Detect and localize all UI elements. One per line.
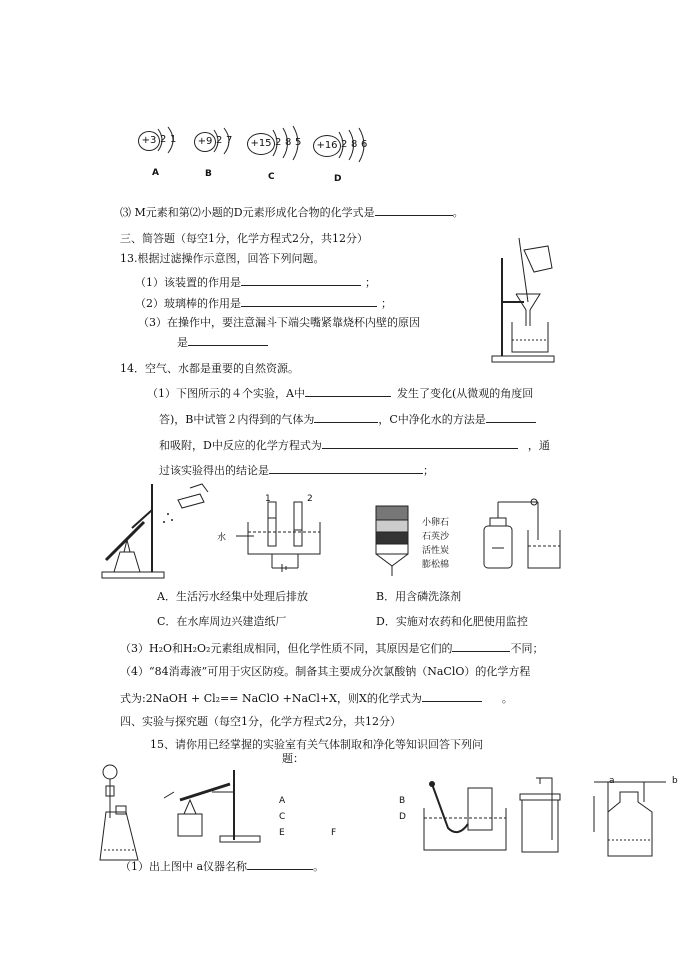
text-segment: （1）下图所示的４个实验，A中 [147,387,305,400]
answer-blank[interactable] [247,858,313,870]
experiment-b-figure [232,492,332,582]
option-c: C．在水库周边兴建造纸厂 [157,615,287,628]
text-segment: （3）H₂O和H₂O₂元素组成相同，但化学性质不同，其原因是它们的 [120,642,453,655]
electron-count: 8 [351,139,358,150]
text-segment: ，通 [527,439,550,452]
filter-layer-label: 膨松棉 [422,560,450,570]
atom-nucleus: +16 [313,135,341,157]
electron-count: 6 [361,139,368,150]
option-d: D．实施对农药和化肥使用监控 [376,615,528,628]
answer-blank[interactable] [305,385,391,397]
water-label: 水 [217,533,227,543]
apparatus-label-b: B [399,796,406,806]
text-segment: （1）出上图中 a仪器名称 [120,860,248,873]
experiment-c-water-purifier-figure [372,500,422,580]
electron-count: 5 [295,137,302,148]
question-14-line3 [159,437,550,453]
electron-shell-arcs [337,129,387,159]
atom-label: A [152,168,159,178]
electron-count: 2 [341,139,348,150]
text-segment: 答)，B中试管２内得到的气体为 [159,413,315,426]
experiment-d-figure [478,490,568,580]
question-3-text: ⑶ M元素和第⑵小题的D元素形成化合物的化学式是 [120,206,375,219]
question-15-stem: 15、请你用已经掌握的实验室有关气体制取和净化等知识回答下列问 [150,738,483,751]
question-3-end: 。 [452,206,464,219]
section-4-title: 四、实验与探究题（每空1分，化学方程式2分，共12分） [120,715,401,728]
text-segment: 发生了变化(从微观的角度回 [396,387,534,400]
apparatus-label-d: D [399,812,406,822]
tube-label-1: 1 [265,494,271,504]
electron-shell-arcs [212,128,252,154]
option-b: B．用含磷洗涤剂 [376,590,462,603]
answer-blank[interactable] [422,690,482,702]
experiment-a-figure [100,480,210,580]
answer-blank[interactable] [269,462,423,474]
part-label: 是 [177,336,188,349]
filtration-apparatus-figure [490,238,570,368]
part-end: ； [365,276,376,289]
question-14-line1 [147,385,533,401]
question-13-stem: 13.根据过滤操作示意图，回答下列问题。 [120,252,325,265]
question-14-line2 [159,411,536,427]
question-13-part1 [135,274,376,290]
text-segment: 过该实验得出的结论是 [159,464,269,477]
section-3-title: 三、简答题（每空1分，化学方程式2分，共12分） [120,232,368,245]
answer-blank[interactable] [452,640,510,652]
answer-blank[interactable] [322,437,518,449]
electron-shell-arcs [156,127,196,153]
question-3-line [120,204,464,220]
apparatus-a-figure [96,758,146,868]
text-segment: 。 [313,860,325,873]
electron-count: 2 [275,137,282,148]
text-segment: 和吸附，D中反应的化学方程式为 [159,439,322,452]
text-segment: 不同； [510,642,544,655]
option-a: A．生活污水经集中处理后排放 [157,590,308,603]
question-15-stem-cont: 题： [282,752,304,765]
part-label: （2）玻璃棒的作用是 [135,297,241,310]
apparatus-water-trough-figure [418,778,518,858]
filter-layer-label: 活性炭 [422,546,450,556]
question-14-part3 [120,640,543,656]
apparatus-b-figure [160,770,270,850]
tube-label-2: 2 [307,494,313,504]
part-end: ； [381,297,392,310]
electron-count: 7 [226,135,233,146]
electron-count: 8 [285,137,292,148]
port-label-b: b [672,776,678,786]
answer-blank[interactable] [241,274,361,286]
apparatus-label-c: C [279,812,286,822]
atom-nucleus: +3 [138,131,160,151]
apparatus-label-f: F [331,828,337,838]
filter-layer-label: 小卵石 [422,518,450,528]
electron-count: 2 [216,135,223,146]
atom-label: B [205,169,212,179]
question-15-part1 [120,858,324,874]
question-14-stem: 14．空气、水都是重要的自然资源。 [120,362,299,375]
port-label-a: a [609,776,615,786]
text-segment: 。 [501,692,513,705]
text-segment: ； [423,464,434,477]
answer-blank[interactable] [241,295,377,307]
electron-count: 1 [170,134,177,145]
part-label: （1）该装置的作用是 [135,276,241,289]
atom-nucleus: +9 [194,132,216,152]
apparatus-wash-bottle-figure [590,772,670,862]
text-segment: 式为:2NaOH + Cl₂== NaClO +NaCl+X，则X的化学式为 [120,692,422,705]
question-13-part2 [135,295,392,311]
answer-blank[interactable] [188,334,268,346]
question-14-part4-cont [120,690,513,706]
atom-label: D [334,174,342,184]
apparatus-gas-jar-figure [516,778,566,858]
answer-blank[interactable] [486,411,536,423]
answer-blank[interactable] [375,204,453,216]
question-13-part3: （3）在操作中，要注意漏斗下端尖嘴紧靠烧杯内壁的原因 [138,316,420,329]
atom-nucleus: +15 [247,133,275,155]
apparatus-label-e: E [279,828,285,838]
text-segment: ，C中净化水的方法是 [378,413,486,426]
question-14-part4: （4）“84消毒液”可用于灾区防疫。制备其主要成分次氯酸钠（NaClO）的化学方程 [120,665,531,678]
question-14-line4 [159,462,434,478]
filter-layer-label: 石英沙 [422,532,450,542]
question-13-part3-cont [177,334,268,350]
electron-count: 2 [160,134,167,145]
apparatus-label-a: A [279,796,286,806]
atom-label: C [268,172,275,182]
answer-blank[interactable] [314,411,378,423]
